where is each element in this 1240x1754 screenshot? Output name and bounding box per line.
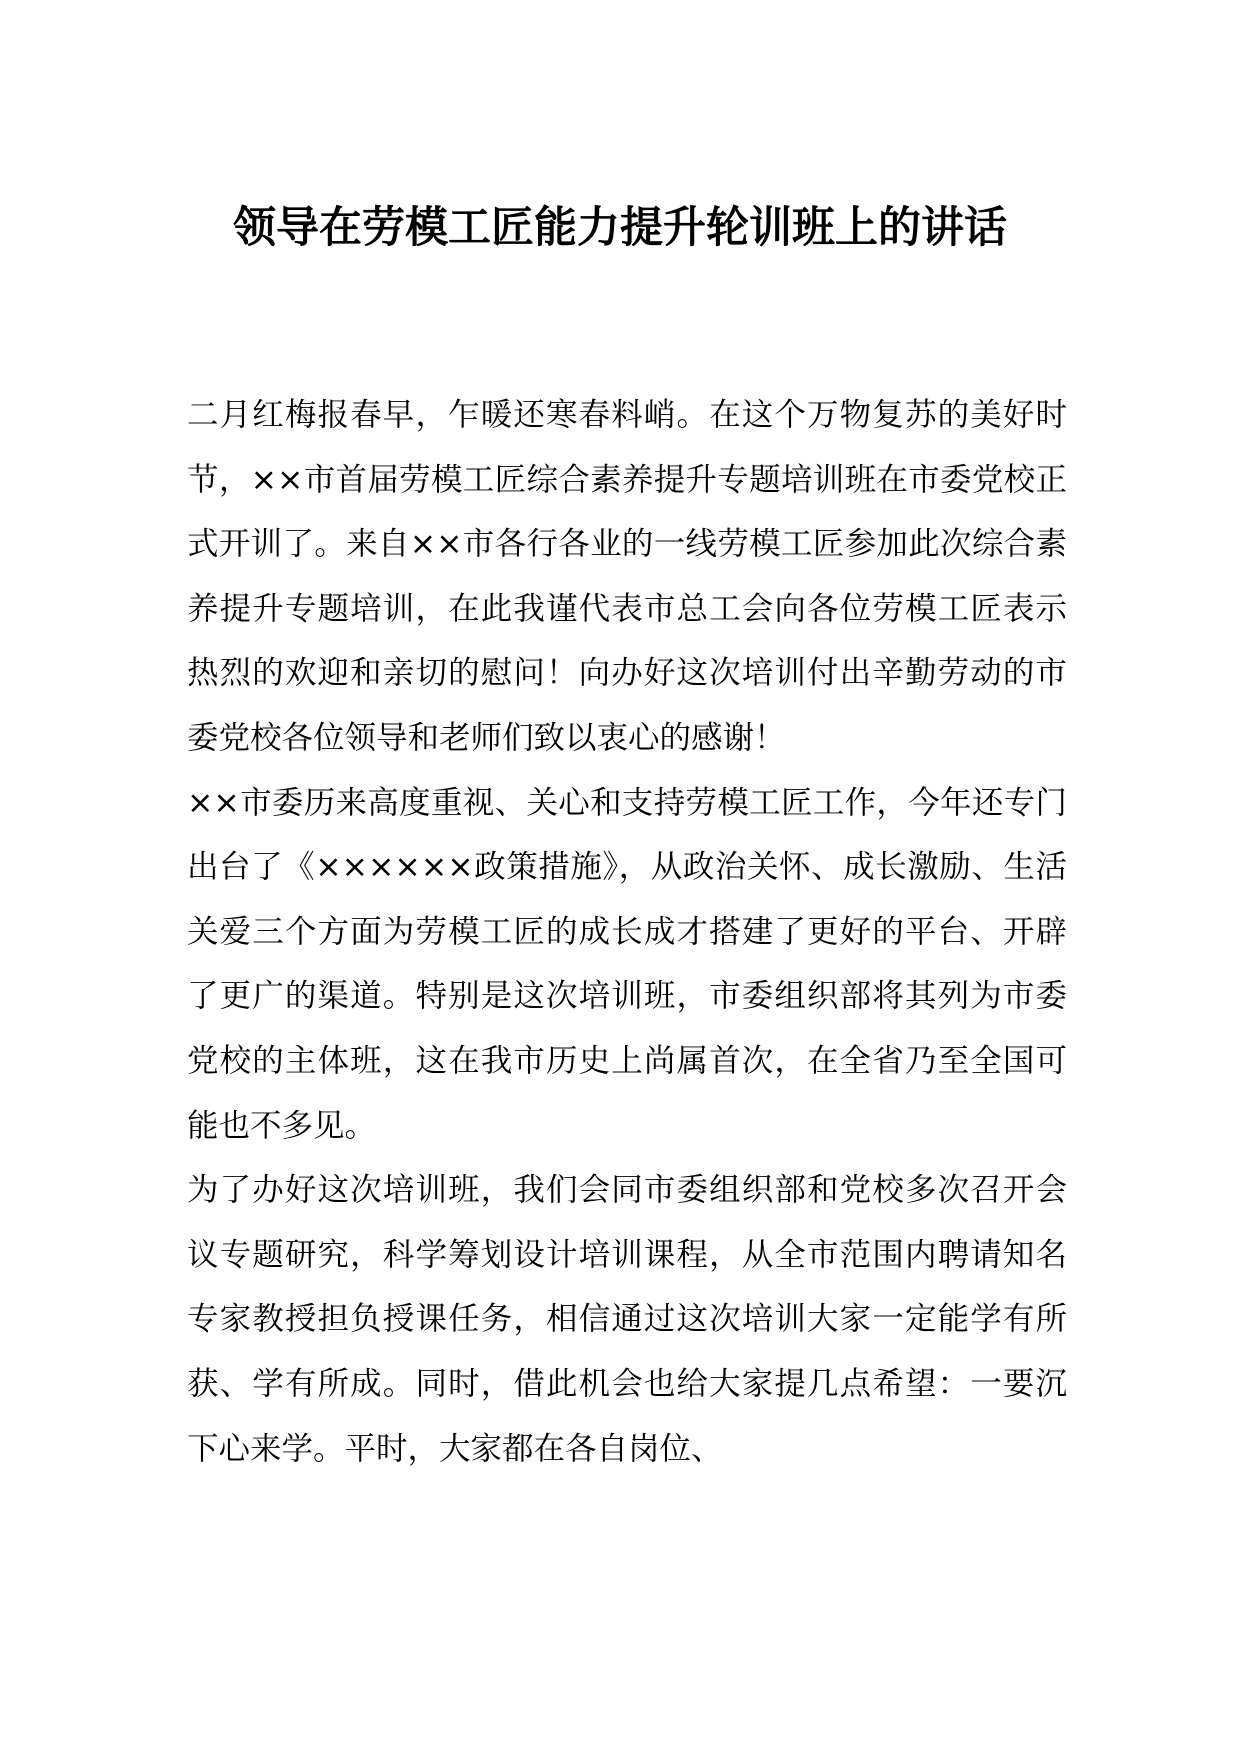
- document-body: [187, 383, 1067, 1481]
- paragraph-1: 二月红梅报春早，乍暖还寒春料峭。在这个万物复苏的美好时节，××市首届劳模工匠综合素养提升专题培训班在市委党校正式开训了。来自××市各行各业的一线劳模工匠参加此次综合素养提升专题培训，在此我谨代表市总工会向各位劳模工匠表示热烈的欢迎和亲切的慰问！向办好这次培训付出辛勤劳动的市委党校各位领导和老师们致以衷心的感谢！: [187, 397, 1067, 756]
- paragraph-2: ××市委历来高度重视、关心和支持劳模工匠工作，今年还专门出台了《××××××政策措施》，从政治关怀、成长激励、生活关爱三个方面为劳模工匠的成长成才搭建了更好的平台、开辟了更广的渠道。特别是这次培训班，市委组织部将其列为市委党校的主体班，这在我市历史上尚属首次，在全省乃至全国可能也不多见。: [187, 784, 1067, 1144]
- document-title: 领导在劳模工匠能力提升轮训班上的讲话: [233, 203, 1007, 253]
- paragraph-3: 为了办好这次培训班，我们会同市委组织部和党校多次召开会议专题研究，科学筹划设计培训课程，从全市范围内聘请知名专家教授担负授课任务，相信通过这次培训大家一定能学有所获、学有所成。同时，借此机会也给大家提几点希望：一要沉下心来学。平时，大家都在各自岗位、: [187, 1172, 1067, 1467]
